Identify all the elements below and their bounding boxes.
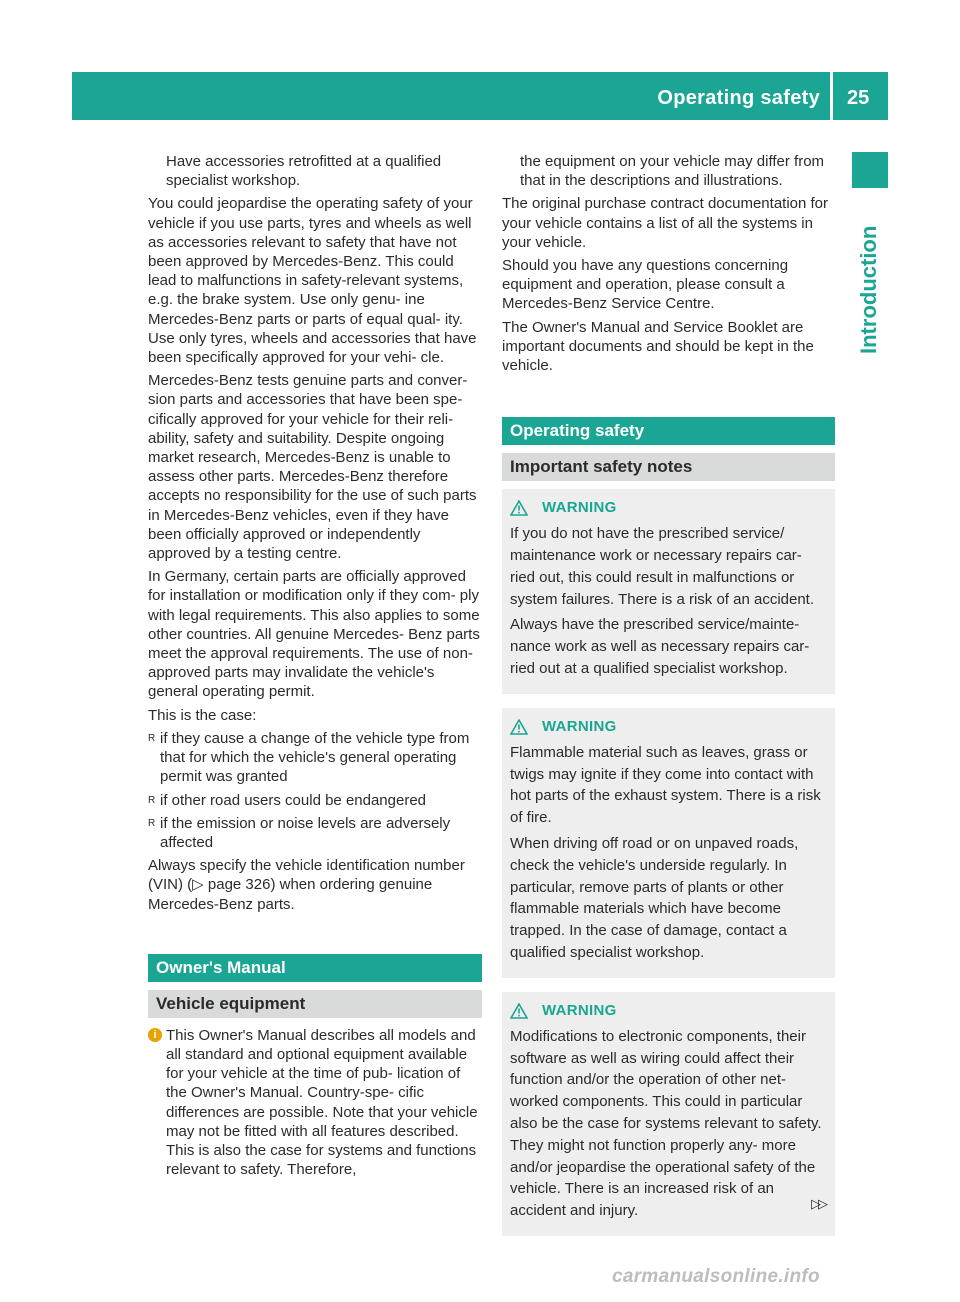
paragraph: Always have the prescribed service/mainte- nance work as well as necessary repairs car- ried out at a qualified specialist workshop. — [510, 616, 810, 678]
header-divider — [830, 72, 833, 120]
warning-box — [502, 992, 835, 1236]
paragraph: the equipment on your vehicle may differ from that in the descriptions and illustrations. — [520, 153, 825, 190]
warning-icon — [510, 1003, 528, 1019]
info-icon: i — [148, 1028, 162, 1042]
bullet-icon: R — [148, 732, 156, 744]
warning-box — [502, 489, 835, 694]
subsection-heading-vehicle-equipment: Vehicle equipment — [148, 990, 482, 1018]
right-column — [502, 152, 835, 1236]
paragraph: Modifications to electronic components, their software as well as wiring could affect their function and/or the operation of other net- worked components. This could in particular also be the case for systems relevant to safety. They might not function properly any- more and/or jeopardise the operational safety of the vehicle. There is an increased risk of an accident and injury. — [510, 1027, 822, 1220]
side-tab — [856, 196, 892, 356]
list-item: R if other road users could be endangered — [148, 791, 427, 809]
warning-icon — [510, 500, 528, 516]
bullet-icon: R — [148, 794, 156, 806]
section-heading-operating-safety: Operating safety — [502, 417, 835, 445]
continue-arrows-icon: ▷▷ — [811, 1196, 825, 1211]
side-marker — [852, 152, 888, 188]
info-note: i This Owner's Manual describes all models and all standard and optional equipment available for your vehicle at the time of pub- lication of the Owner's Manual. Country-spe- cific differences are possible. Note that your vehicle may not be fitted with all features described. This is also the case for systems and functions relevant to safety. Therefore, — [148, 1026, 482, 1180]
header-title: Operating safety — [657, 87, 820, 109]
warning-box — [502, 708, 835, 978]
side-tab-label: Introduction — [856, 225, 881, 354]
paragraph: The original purchase contract documentation for your vehicle contains a list of all the systems in your vehicle. — [502, 195, 829, 251]
paragraph: When driving off road or on unpaved roads, check the vehicle's underside regularly. In particular, remove parts of plants or other flammable materials which have become trapped. In the case of damage, contact a qualified specialist workshop. — [510, 835, 799, 961]
page-number: 25 — [847, 87, 870, 109]
header-bar — [72, 72, 888, 120]
bullet-icon: R — [148, 817, 156, 829]
list-item: R if the emission or noise levels are adversely affected — [148, 814, 451, 851]
list-item: R if they cause a change of the vehicle type from that for which the vehicle's general operating permit was granted — [148, 729, 470, 786]
page-ref-arrow-icon: ▷ — [192, 876, 204, 894]
warning-label: WARNING — [542, 499, 617, 517]
paragraph: Should you have any questions concerning equipment and operation, please consult a Mercedes-Benz Service Centre. — [502, 257, 789, 313]
paragraph: Always specify the vehicle identification number (VIN) (▷ page 326) when ordering genuine Mercedes-Benz parts. — [148, 857, 465, 913]
paragraph: Mercedes-Benz tests genuine parts and conver- sion parts and accessories that have been spe- cifically approved for your vehicle for their reli- ability, safety and suitability. Despite ongoing market research, Mercedes-Benz is unable to assess other parts. Mercedes-Benz therefore accepts no responsibility for the use of such parts in Mercedes-Benz vehicles, even if they have been officially approved or independently approved by a testing centre. — [148, 372, 477, 563]
paragraph: Have accessories retrofitted at a qualified specialist workshop. — [166, 153, 442, 190]
paragraph: This is the case: — [148, 706, 257, 724]
paragraph: The Owner's Manual and Service Booklet are important documents and should be kept in the vehicle. — [502, 318, 814, 375]
warning-icon — [510, 719, 528, 735]
page-ref-link[interactable]: page 326) when ordering genuine Mercedes-Benz parts. — [148, 876, 433, 913]
paragraph: You could jeopardise the operating safety of your vehicle if you use parts, tyres and wheels as well as accessories relevant to safety that have not been approved by Mercedes-Benz. This could lead to malfunctions in safety-relevant systems, e.g. the brake system. Use only genu- ine Mercedes-Benz parts or parts of equal qual- ity. Use only tyres, wheels and accessories that have been specifically approved for your vehi- cle. — [148, 195, 477, 367]
section-heading-owners-manual: Owner's Manual — [148, 954, 482, 982]
subsection-heading-important-safety-notes: Important safety notes — [502, 453, 835, 481]
watermark: carmanualsonline.info — [612, 1266, 820, 1287]
left-column — [148, 152, 482, 1179]
paragraph: Flammable material such as leaves, grass or twigs may ignite if they come into contact with hot parts of the exhaust system. There is a risk of fire. — [510, 743, 821, 827]
warning-label: WARNING — [542, 1001, 617, 1019]
paragraph: If you do not have the prescribed service/ maintenance work or necessary repairs car- ried out, this could result in malfunctions or system failures. There is a risk of an accident. — [510, 525, 815, 608]
paragraph: In Germany, certain parts are officially approved for installation or modification only if they com- ply with legal requirements. This also applies to some other countries. All genuine Mercedes- Benz parts meet the approval requirements. The use of non-approved parts may invalidate the vehicle's general operating permit. — [148, 568, 480, 701]
warning-label: WARNING — [542, 717, 617, 735]
